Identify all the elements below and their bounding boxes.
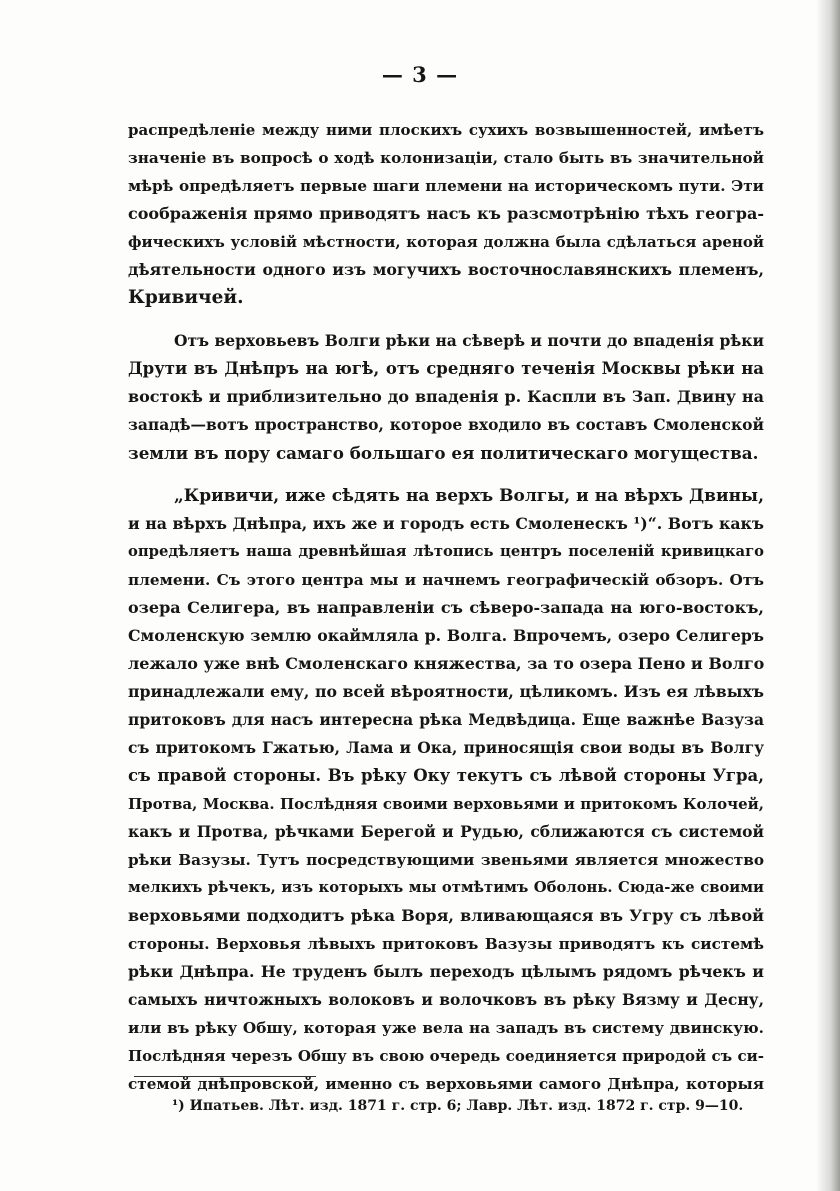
text-line: притоковъ для насъ интересна рѣка Медвѣдица. Еще важнѣе Вазуза	[128, 710, 764, 729]
text-line: распредѣленіе между ними плоскихъ сухихъ возвышенностей, имѣетъ	[128, 121, 764, 139]
text-line: съ правой стороны. Въ рѣку Оку текутъ съ лѣвой стороны Угра,	[128, 766, 764, 785]
text-line: дѣятельности одного изъ могучихъ восточнославянскихъ племенъ,	[128, 260, 764, 279]
text-line: стороны. Верховья лѣвыхъ притоковъ Вазузы приводятъ къ системѣ	[128, 935, 764, 953]
body-text	[128, 116, 764, 1098]
text-line: западѣ—вотъ пространство, которое входило въ составъ Смоленской	[128, 415, 764, 434]
text-line: земли въ пору самаго большаго ея политическаго могущества.	[128, 443, 759, 463]
text-line: Кривичей.	[128, 287, 244, 308]
text-line: съ притокомъ Гжатью, Лама и Ока, приносящія свои воды въ Волгу	[128, 738, 764, 757]
text-line: значеніе въ вопросѣ о ходѣ колонизаціи, стало быть въ значительной	[128, 149, 764, 167]
text-line: Друти въ Днѣпръ на югѣ, отъ средняго теченія Москвы рѣки на	[128, 359, 764, 378]
text-line: опредѣляетъ наша древнѣйшая лѣтопись центръ поселеній кривицкаго	[128, 543, 764, 560]
text-line: и на вѣрхъ Днѣпра, ихъ же и городъ есть Смоленескъ ¹)“. Вотъ какъ	[128, 514, 764, 533]
paragraph-1	[128, 116, 764, 312]
text-line: Смоленскую землю окаймляла р. Волга. Впрочемъ, озеро Селигеръ	[128, 626, 764, 645]
paragraph-2	[128, 327, 764, 467]
text-line: озера Селигера, въ направленіи съ сѣверо-запада на юго-востокъ,	[128, 598, 764, 617]
text-line: стемой днѣпровской, именно съ верховьями самого Днѣпра, которыя	[128, 1075, 764, 1093]
text-line: племени. Съ этого центра мы и начнемъ географическій обзоръ. Отъ	[128, 571, 764, 589]
text-line: востокѣ и приблизительно до впаденія р. Каспли въ Зап. Двину на	[128, 387, 764, 406]
text-line: принадлежали ему, по всей вѣроятности, цѣликомъ. Изъ ея лѣвыхъ	[128, 682, 764, 701]
text-line: „Кривичи, иже сѣдять на верхъ Волгы, и на вѣрхъ Двины,	[174, 486, 764, 506]
text-line: фическихъ условій мѣстности, которая должна была сдѣлаться ареной	[128, 233, 764, 251]
text-line: или въ рѣку Обшу, которая уже вела на западъ въ систему двинскую.	[128, 1019, 764, 1037]
text-line: соображенія прямо приводятъ насъ къ разсмотрѣнію тѣхъ геогра-	[128, 204, 764, 223]
text-line: самыхъ ничтожныхъ волоковъ и волочковъ въ рѣку Вязму и Десну,	[128, 990, 764, 1009]
text-line: лежало уже внѣ Смоленскаго княжества, за то озера Пено и Волго	[128, 654, 765, 673]
page-number: — 3 —	[381, 62, 459, 87]
paragraph-gap	[128, 312, 764, 327]
text-line: Послѣдняя черезъ Обшу въ свою очередь соединяется природой съ си-	[128, 1047, 764, 1065]
text-line: мелкихъ рѣчекъ, изъ которыхъ мы отмѣтимъ Оболонь. Сюда-же своими	[128, 879, 764, 896]
text-line: верховьями подходитъ рѣка Воря, вливающаяся въ Угру съ лѣвой	[128, 906, 764, 925]
footnote-separator	[134, 1076, 316, 1077]
scan-edge-shadow	[816, 0, 840, 1191]
text-line: Отъ верховьевъ Волги рѣки на сѣверѣ и почти до впаденія рѣки	[174, 331, 764, 350]
text-line: мѣрѣ опредѣляетъ первые шаги племени на историческомъ пути. Эти	[128, 177, 764, 195]
text-line: рѣки Днѣпра. Не труденъ былъ переходъ цѣлымъ рядомъ рѣчекъ и	[128, 962, 764, 981]
paragraph-gap	[128, 467, 764, 482]
text-line: какъ и Протва, рѣчками Берегой и Рудью, сближаются съ системой	[128, 822, 764, 841]
paragraph-3	[128, 482, 764, 1098]
footnote: ¹) Ипатьев. Лѣт. изд. 1871 г. стр. 6; Лавр. Лѣт. изд. 1872 г. стр. 9—10.	[172, 1098, 744, 1114]
text-line: Протва, Москва. Послѣдняя своими верховьями и притокомъ Колочей,	[128, 795, 764, 813]
text-line: рѣки Вазузы. Тутъ посредствующими звеньями является множество	[128, 851, 764, 869]
